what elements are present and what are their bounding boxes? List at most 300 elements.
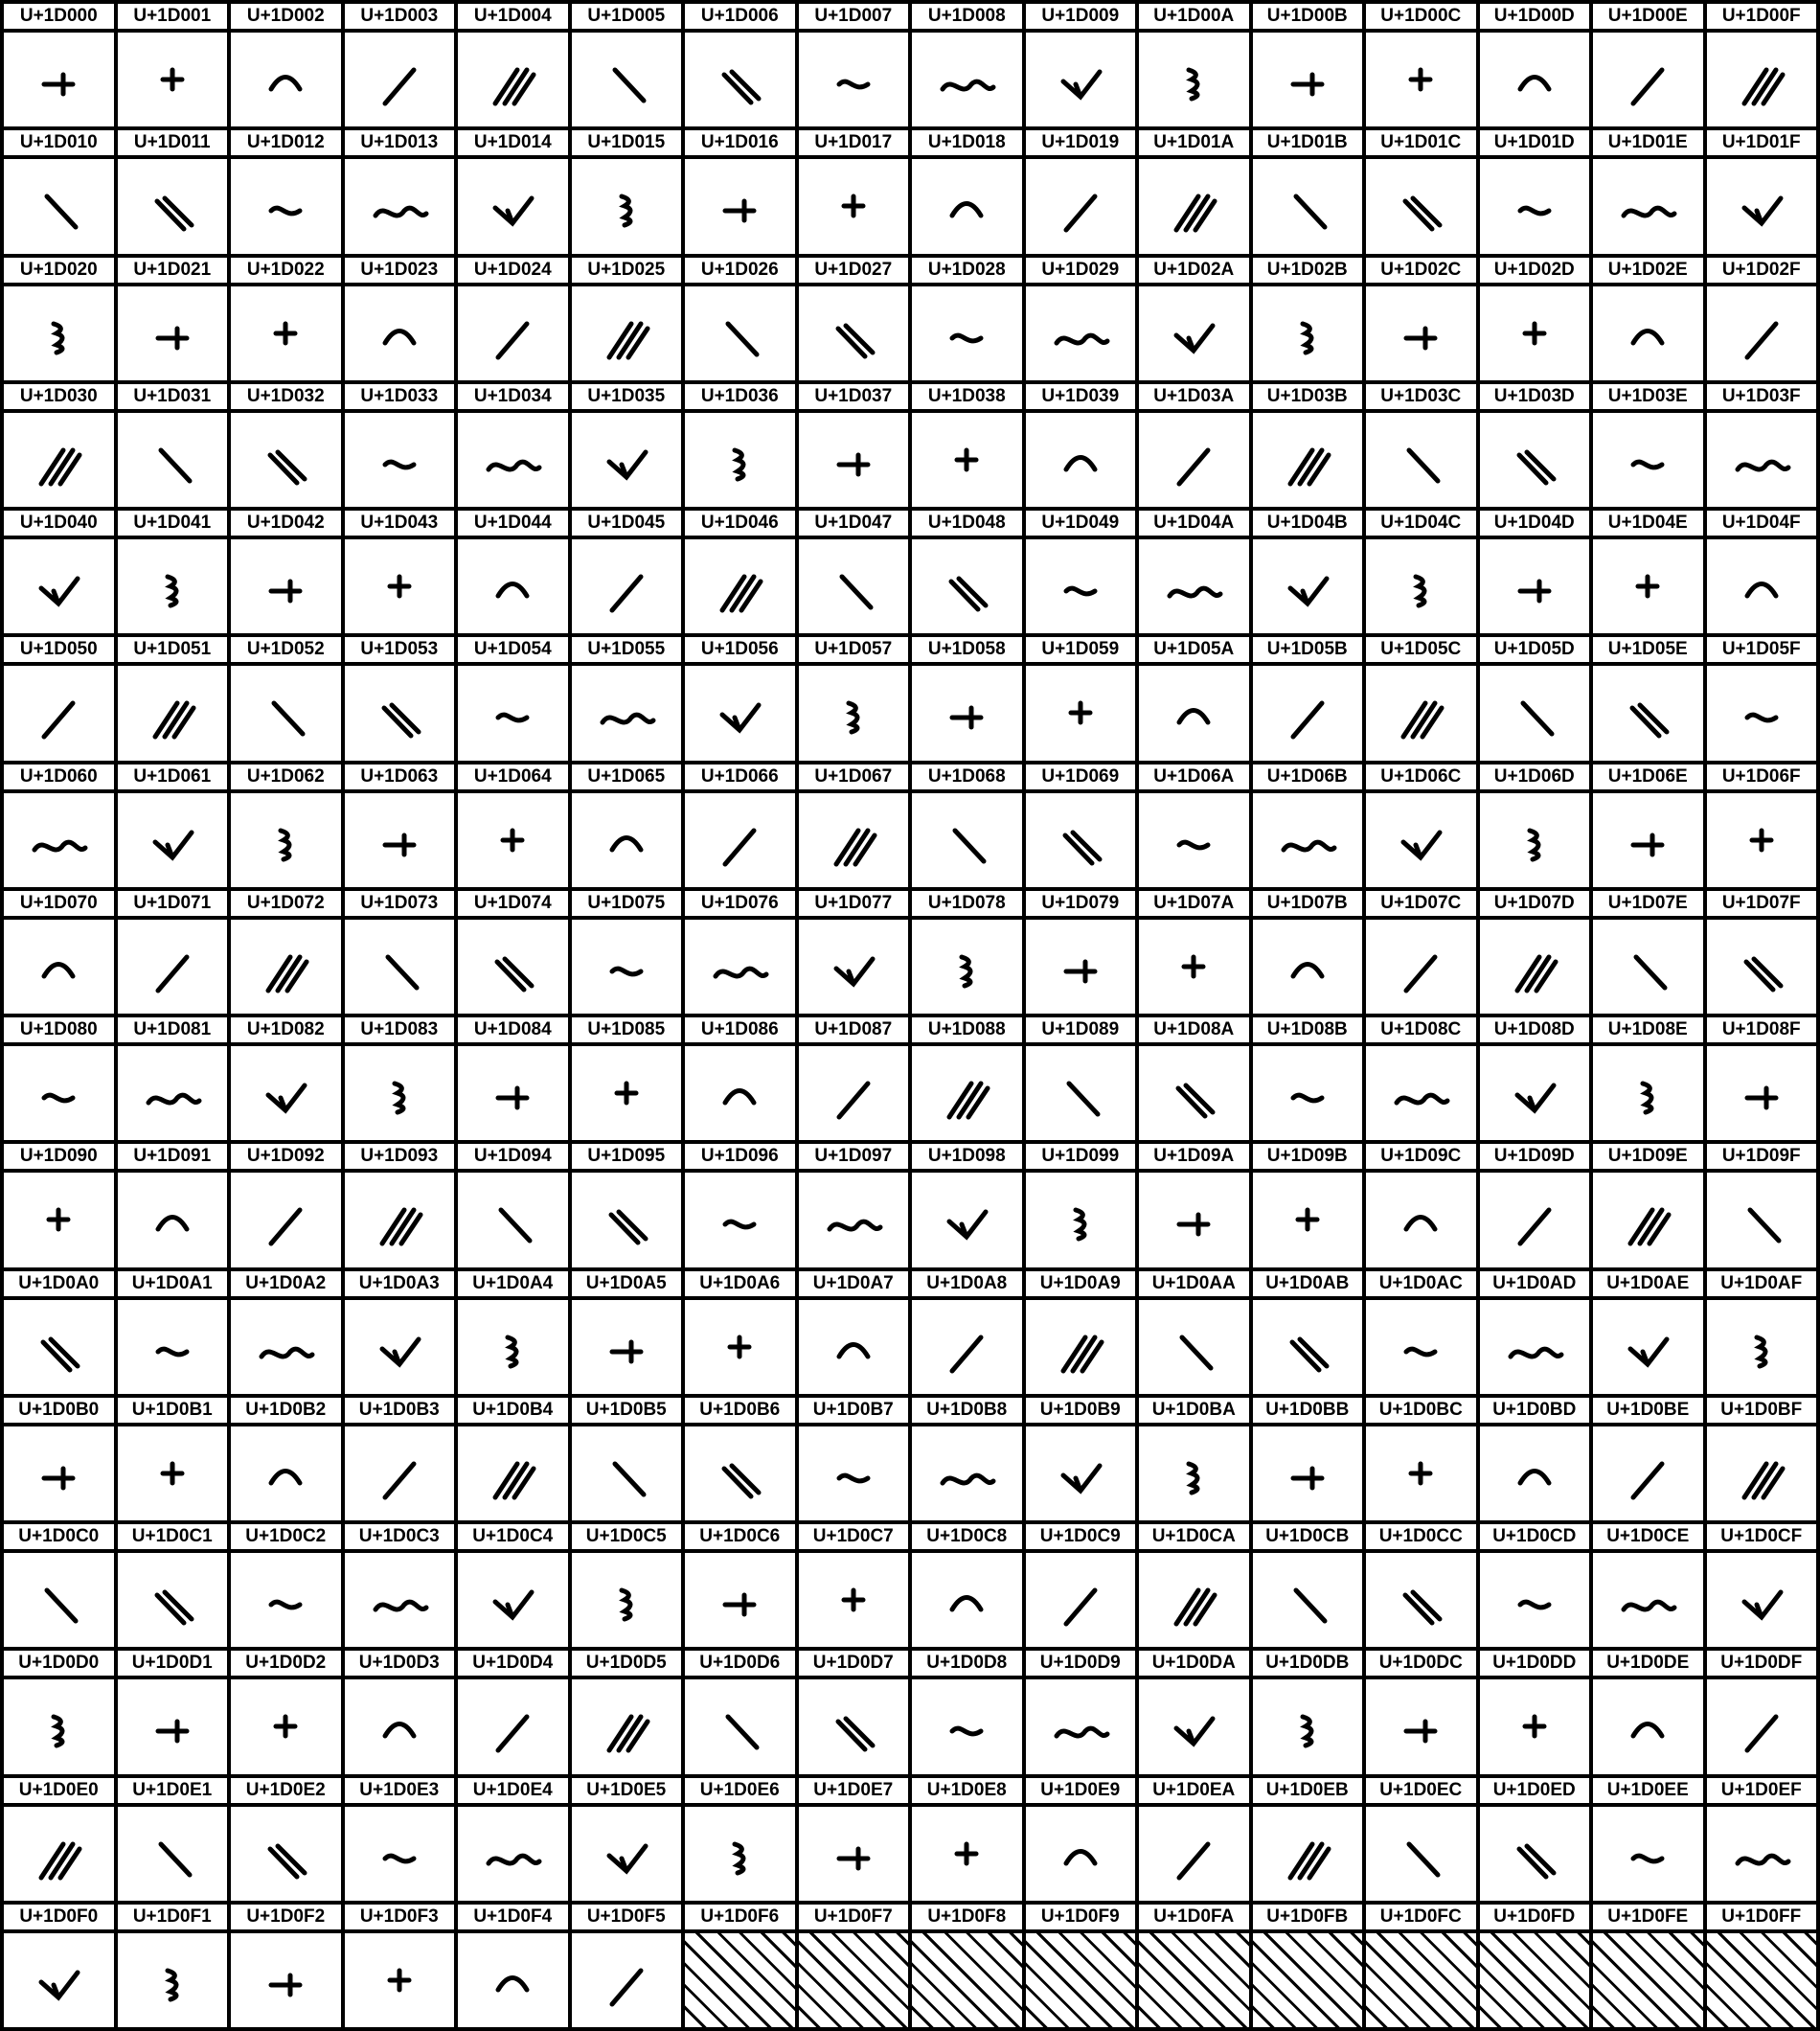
byzantine-neume-icon [1496,1055,1573,1131]
byzantine-neume-icon [588,422,665,498]
codepoint-label: U+1D005 [572,4,682,29]
codepoint-label: U+1D022 [231,258,341,283]
glyph-sample [912,539,1022,633]
codepoint-label: U+1D027 [799,258,909,283]
byzantine-neume-icon [1496,1562,1573,1638]
glyph-sample [4,159,114,253]
chart-cell [1253,764,1363,887]
chart-cell [4,384,114,507]
byzantine-neume-icon [815,1815,892,1892]
glyph-sample [1480,159,1590,253]
glyph-sample [118,33,228,126]
byzantine-neume-icon [1155,548,1232,625]
chart-cell [1593,1144,1703,1267]
codepoint-label: U+1D0C0 [4,1524,114,1549]
codepoint-label: U+1D077 [799,891,909,916]
chart-cell [1366,1905,1476,2027]
byzantine-neume-icon [928,168,1005,244]
chart-cell [4,1905,114,2027]
glyph-sample [799,1807,909,1901]
codepoint-label: U+1D0C3 [345,1524,455,1549]
byzantine-neume-icon [1155,41,1232,118]
glyph-sample [1026,159,1136,253]
codepoint-label: U+1D086 [685,1017,795,1042]
chart-cell [1707,258,1817,380]
glyph-sample [1366,413,1476,507]
glyph-sample [799,1426,909,1520]
glyph-sample [685,539,795,633]
byzantine-neume-icon [247,1942,324,2019]
codepoint-label: U+1D0D5 [572,1651,682,1676]
codepoint-label: U+1D056 [685,637,795,662]
glyph-sample [1026,1426,1136,1520]
byzantine-neume-icon [474,1055,551,1131]
codepoint-label: U+1D03C [1366,384,1476,409]
glyph-sample [1253,1679,1363,1773]
byzantine-neume-icon [928,295,1005,372]
chart-cell [1593,384,1703,507]
chart-cell [1026,1524,1136,1647]
byzantine-neume-icon [928,1181,1005,1258]
glyph-sample [4,1807,114,1901]
byzantine-neume-icon [20,674,97,751]
glyph-sample [118,1173,228,1267]
glyph-sample [1707,1046,1817,1140]
chart-cell [458,511,568,633]
byzantine-neume-icon [1723,802,1800,879]
codepoint-label: U+1D0DA [1139,1651,1249,1676]
byzantine-neume-icon [361,928,438,1005]
byzantine-neume-icon [1496,802,1573,879]
chart-cell [345,4,455,126]
glyph-sample [345,1679,455,1773]
chart-cell [1139,4,1249,126]
chart-cell [231,1144,341,1267]
glyph-sample [118,920,228,1014]
glyph-sample [1707,159,1817,253]
chart-cell [118,1271,228,1394]
chart-cell [912,891,1022,1014]
codepoint-label: U+1D0BF [1707,1398,1817,1423]
glyph-sample [1026,413,1136,507]
byzantine-neume-icon [1609,1562,1686,1638]
glyph-sample [1026,1553,1136,1647]
chart-cell [1026,4,1136,126]
glyph-sample [118,1933,228,2027]
codepoint-label: U+1D04A [1139,511,1249,536]
glyph-sample [231,1426,341,1520]
chart-cell [4,258,114,380]
glyph-sample [1366,1807,1476,1901]
byzantine-neume-icon [815,41,892,118]
byzantine-neume-icon [247,168,324,244]
glyph-sample [1139,413,1249,507]
glyph-sample [231,1807,341,1901]
byzantine-neume-icon [247,1435,324,1512]
codepoint-label: U+1D04B [1253,511,1363,536]
byzantine-neume-icon [247,1055,324,1131]
glyph-sample [1707,1426,1817,1520]
chart-cell [572,4,682,126]
byzantine-neume-icon [20,168,97,244]
byzantine-neume-icon [1269,548,1346,625]
glyph-sample [912,413,1022,507]
glyph-sample [458,413,568,507]
byzantine-neume-icon [1269,168,1346,244]
codepoint-label: U+1D0F0 [4,1905,114,1929]
codepoint-label: U+1D0F9 [1026,1905,1136,1929]
chart-cell [1139,1271,1249,1394]
chart-cell [685,891,795,1014]
glyph-sample [685,1807,795,1901]
glyph-sample [1593,1807,1703,1901]
byzantine-neume-icon [247,802,324,879]
chart-cell [685,258,795,380]
chart-cell [458,1144,568,1267]
chart-cell [1139,764,1249,887]
glyph-sample [1707,1553,1817,1647]
glyph-sample [572,1046,682,1140]
chart-cell [1707,1398,1817,1520]
chart-cell [1366,4,1476,126]
chart-cell [1026,1144,1136,1267]
glyph-sample [1593,413,1703,507]
byzantine-neume-icon [1496,1181,1573,1258]
glyph-sample [799,413,909,507]
glyph-sample [118,666,228,760]
byzantine-neume-icon [361,674,438,751]
glyph-sample [231,920,341,1014]
codepoint-label: U+1D0BB [1253,1398,1363,1423]
glyph-sample [1593,1426,1703,1520]
codepoint-label: U+1D011 [118,130,228,155]
glyph-sample [1480,1679,1590,1773]
glyph-sample [345,920,455,1014]
glyph-sample [912,1807,1022,1901]
byzantine-neume-icon [1382,1688,1459,1765]
unassigned-hatch [1480,1933,1590,2027]
codepoint-label: U+1D087 [799,1017,909,1042]
chart-cell [1593,637,1703,760]
byzantine-neume-icon [247,1688,324,1765]
glyph-sample [1707,793,1817,887]
glyph-sample [231,539,341,633]
byzantine-neume-icon [815,674,892,751]
byzantine-neume-icon [701,674,778,751]
codepoint-label: U+1D010 [4,130,114,155]
byzantine-neume-icon [588,295,665,372]
codepoint-label: U+1D06A [1139,764,1249,789]
glyph-sample [118,1046,228,1140]
byzantine-neume-icon [1269,1435,1346,1512]
glyph-sample [912,33,1022,126]
codepoint-label: U+1D0B1 [118,1398,228,1423]
chart-cell [231,511,341,633]
byzantine-neume-icon [247,1181,324,1258]
codepoint-label: U+1D0C2 [231,1524,341,1549]
codepoint-label: U+1D0D7 [799,1651,909,1676]
codepoint-label: U+1D0C9 [1026,1524,1136,1549]
byzantine-neume-icon [247,548,324,625]
codepoint-label: U+1D047 [799,511,909,536]
chart-cell [458,4,568,126]
byzantine-neume-icon [1609,548,1686,625]
glyph-sample [118,1553,228,1647]
codepoint-label: U+1D08D [1480,1017,1590,1042]
chart-cell [1480,1778,1590,1901]
byzantine-neume-icon [588,41,665,118]
byzantine-neume-icon [1155,295,1232,372]
glyph-sample [685,33,795,126]
unassigned-hatch [1139,1933,1249,2027]
byzantine-neume-icon [1042,674,1119,751]
chart-cell [1480,1905,1590,2027]
chart-cell [118,891,228,1014]
glyph-sample [1253,1173,1363,1267]
byzantine-neume-icon [474,422,551,498]
glyph-sample [912,793,1022,887]
codepoint-label: U+1D0F2 [231,1905,341,1929]
chart-cell [231,130,341,253]
codepoint-label: U+1D067 [799,764,909,789]
byzantine-neume-icon [134,928,211,1005]
glyph-sample [1253,666,1363,760]
chart-cell [799,1271,909,1394]
chart-cell [458,1778,568,1901]
chart-cell [799,1778,909,1901]
byzantine-neume-icon [928,1435,1005,1512]
codepoint-label: U+1D008 [912,4,1022,29]
chart-cell [231,764,341,887]
chart-cell [231,1271,341,1394]
chart-cell [1253,130,1363,253]
glyph-sample [1366,1679,1476,1773]
chart-cell [1593,1905,1703,2027]
glyph-sample [1593,793,1703,887]
byzantine-neume-icon [1382,41,1459,118]
codepoint-label: U+1D08A [1139,1017,1249,1042]
chart-cell [912,1398,1022,1520]
glyph-sample [458,1046,568,1140]
chart-cell [685,1778,795,1901]
chart-cell [345,1651,455,1773]
glyph-sample [1139,1173,1249,1267]
byzantine-neume-icon [588,1562,665,1638]
chart-cell [4,1524,114,1647]
chart-cell [685,130,795,253]
codepoint-label: U+1D016 [685,130,795,155]
codepoint-label: U+1D0E2 [231,1778,341,1803]
chart-cell [1480,1398,1590,1520]
chart-cell [799,1905,909,2027]
byzantine-neume-icon [928,1815,1005,1892]
byzantine-neume-icon [134,1815,211,1892]
glyph-sample [1707,413,1817,507]
glyph-sample [1366,159,1476,253]
byzantine-neume-icon [474,168,551,244]
chart-cell [799,511,909,633]
byzantine-neume-icon [361,1181,438,1258]
glyph-sample [572,1173,682,1267]
codepoint-label: U+1D07E [1593,891,1703,916]
codepoint-label: U+1D02E [1593,258,1703,283]
byzantine-neume-icon [928,422,1005,498]
byzantine-neume-icon [588,1688,665,1765]
glyph-sample [912,1679,1022,1773]
byzantine-neume-icon [701,1181,778,1258]
codepoint-label: U+1D0FB [1253,1905,1363,1929]
byzantine-neume-icon [701,295,778,372]
codepoint-label: U+1D017 [799,130,909,155]
codepoint-label: U+1D0AC [1366,1271,1476,1296]
glyph-sample [345,33,455,126]
chart-cell [1593,1651,1703,1773]
byzantine-neume-icon [1042,295,1119,372]
codepoint-label: U+1D0A0 [4,1271,114,1296]
byzantine-neume-icon [361,1942,438,2019]
byzantine-neume-icon [361,1562,438,1638]
chart-cell [685,384,795,507]
byzantine-neume-icon [1609,295,1686,372]
byzantine-neume-icon [20,1055,97,1131]
codepoint-label: U+1D00E [1593,4,1703,29]
byzantine-neume-icon [1155,168,1232,244]
codepoint-label: U+1D09C [1366,1144,1476,1169]
chart-cell [345,1271,455,1394]
codepoint-label: U+1D020 [4,258,114,283]
byzantine-neume-icon [247,1562,324,1638]
glyph-sample [1707,286,1817,380]
byzantine-neume-icon [815,1562,892,1638]
codepoint-label: U+1D044 [458,511,568,536]
glyph-sample [1026,1679,1136,1773]
codepoint-label: U+1D0C1 [118,1524,228,1549]
chart-cell [4,891,114,1014]
codepoint-label: U+1D0F1 [118,1905,228,1929]
glyph-sample [1026,539,1136,633]
codepoint-label: U+1D0F8 [912,1905,1022,1929]
codepoint-label: U+1D055 [572,637,682,662]
byzantine-neume-icon [1269,802,1346,879]
codepoint-label: U+1D05D [1480,637,1590,662]
chart-cell [572,258,682,380]
byzantine-neume-icon [1609,422,1686,498]
byzantine-neume-icon [1496,1309,1573,1385]
codepoint-label: U+1D02B [1253,258,1363,283]
codepoint-label: U+1D07F [1707,891,1817,916]
glyph-sample [1366,920,1476,1014]
codepoint-label: U+1D052 [231,637,341,662]
codepoint-label: U+1D0F7 [799,1905,909,1929]
byzantine-neume-icon [701,1688,778,1765]
chart-cell [1593,891,1703,1014]
codepoint-label: U+1D073 [345,891,455,916]
codepoint-label: U+1D07B [1253,891,1363,916]
codepoint-label: U+1D001 [118,4,228,29]
glyph-sample [685,286,795,380]
glyph-sample [1253,1300,1363,1394]
codepoint-label: U+1D051 [118,637,228,662]
codepoint-label: U+1D0F6 [685,1905,795,1929]
codepoint-label: U+1D05C [1366,637,1476,662]
codepoint-label: U+1D065 [572,764,682,789]
glyph-sample [1480,1173,1590,1267]
byzantine-neume-icon [1269,1562,1346,1638]
codepoint-label: U+1D0E9 [1026,1778,1136,1803]
glyph-sample [1593,539,1703,633]
codepoint-label: U+1D057 [799,637,909,662]
chart-cell [1593,1524,1703,1647]
byzantine-neume-icon [815,802,892,879]
codepoint-label: U+1D026 [685,258,795,283]
glyph-sample [1593,1300,1703,1394]
glyph-sample [1253,1807,1363,1901]
glyph-sample [1480,1553,1590,1647]
byzantine-neume-icon [1609,1815,1686,1892]
codepoint-label: U+1D0EA [1139,1778,1249,1803]
byzantine-neume-icon [701,1815,778,1892]
codepoint-label: U+1D0A6 [685,1271,795,1296]
chart-cell [118,1017,228,1140]
chart-cell [458,1017,568,1140]
chart-cell [118,130,228,253]
chart-cell [1593,1017,1703,1140]
codepoint-label: U+1D0A4 [458,1271,568,1296]
codepoint-label: U+1D0E1 [118,1778,228,1803]
glyph-sample [1593,1046,1703,1140]
glyph-sample [685,159,795,253]
glyph-sample [345,1300,455,1394]
glyph-sample [1139,793,1249,887]
chart-cell [685,764,795,887]
byzantine-neume-icon [1382,168,1459,244]
byzantine-neume-icon [815,928,892,1005]
chart-cell [118,1398,228,1520]
codepoint-label: U+1D092 [231,1144,341,1169]
chart-cell [912,1524,1022,1647]
byzantine-neume-icon [20,1309,97,1385]
codepoint-label: U+1D00B [1253,4,1363,29]
chart-cell [912,1017,1022,1140]
byzantine-neume-icon [1155,1055,1232,1131]
chart-cell [1593,4,1703,126]
byzantine-neume-icon [588,168,665,244]
codepoint-label: U+1D03D [1480,384,1590,409]
chart-cell [685,1144,795,1267]
chart-cell [1707,1905,1817,2027]
byzantine-neume-icon [474,41,551,118]
chart-cell [118,511,228,633]
glyph-sample [572,1807,682,1901]
chart-cell [1253,1017,1363,1140]
glyph-sample [458,793,568,887]
glyph-sample [458,1807,568,1901]
byzantine-neume-icon [134,1942,211,2019]
codepoint-label: U+1D08F [1707,1017,1817,1042]
chart-cell [118,384,228,507]
byzantine-neume-icon [361,422,438,498]
byzantine-neume-icon [1496,168,1573,244]
chart-cell [1026,1905,1136,2027]
chart-cell [572,637,682,760]
glyph-sample [799,286,909,380]
codepoint-label: U+1D04D [1480,511,1590,536]
chart-cell [458,1524,568,1647]
byzantine-neume-icon [20,1942,97,2019]
glyph-sample [912,1426,1022,1520]
codepoint-label: U+1D013 [345,130,455,155]
byzantine-neume-icon [1042,1435,1119,1512]
